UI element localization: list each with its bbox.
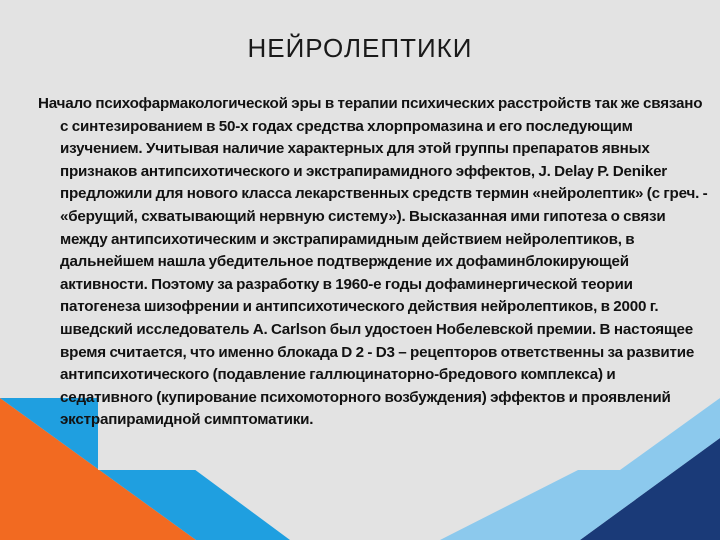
slide-body-paragraph: Начало психофармакологической эры в терапии психических расстройств так же связано с синтезированием в 50-х годах средства хлорпромазина и его последующим изучением. Учитывая наличие характерных для этой группы препаратов явных признаков антипсихотического и экстрапирамидного эффектов, J. Delay P. Deniker предложили для нового класса лекарственных средств термин «нейролептик» (с греч. - «берущий, схватывающий нервную систему»). Высказанная ими гипотеза о связи между антипсихотическим и экстрапирамидным действием нейролептиков, в дальнейшем нашла убедительное подтверждение их дофаминблокирующей активности. Поэтому за разработку в 1960-е годы дофаминергической теории патогенеза шизофрении и антипсихотического действия нейролептиков, в 2000 г. шведский исследователь A. Carlson был удостоен Нобелевской премии. В настоящее время считается, что именно блокада D 2 - D3 – рецепторов ответственны за развитие антипсихотического (подавление галлюцинаторно-бредового комплекса) и седативного (купирование психомоторного возбуждения) эффектов и проявлений экстрапирамидной симптоматики. xyxy=(38,95,708,429)
slide-title: НЕЙРОЛЕПТИКИ xyxy=(247,33,473,63)
